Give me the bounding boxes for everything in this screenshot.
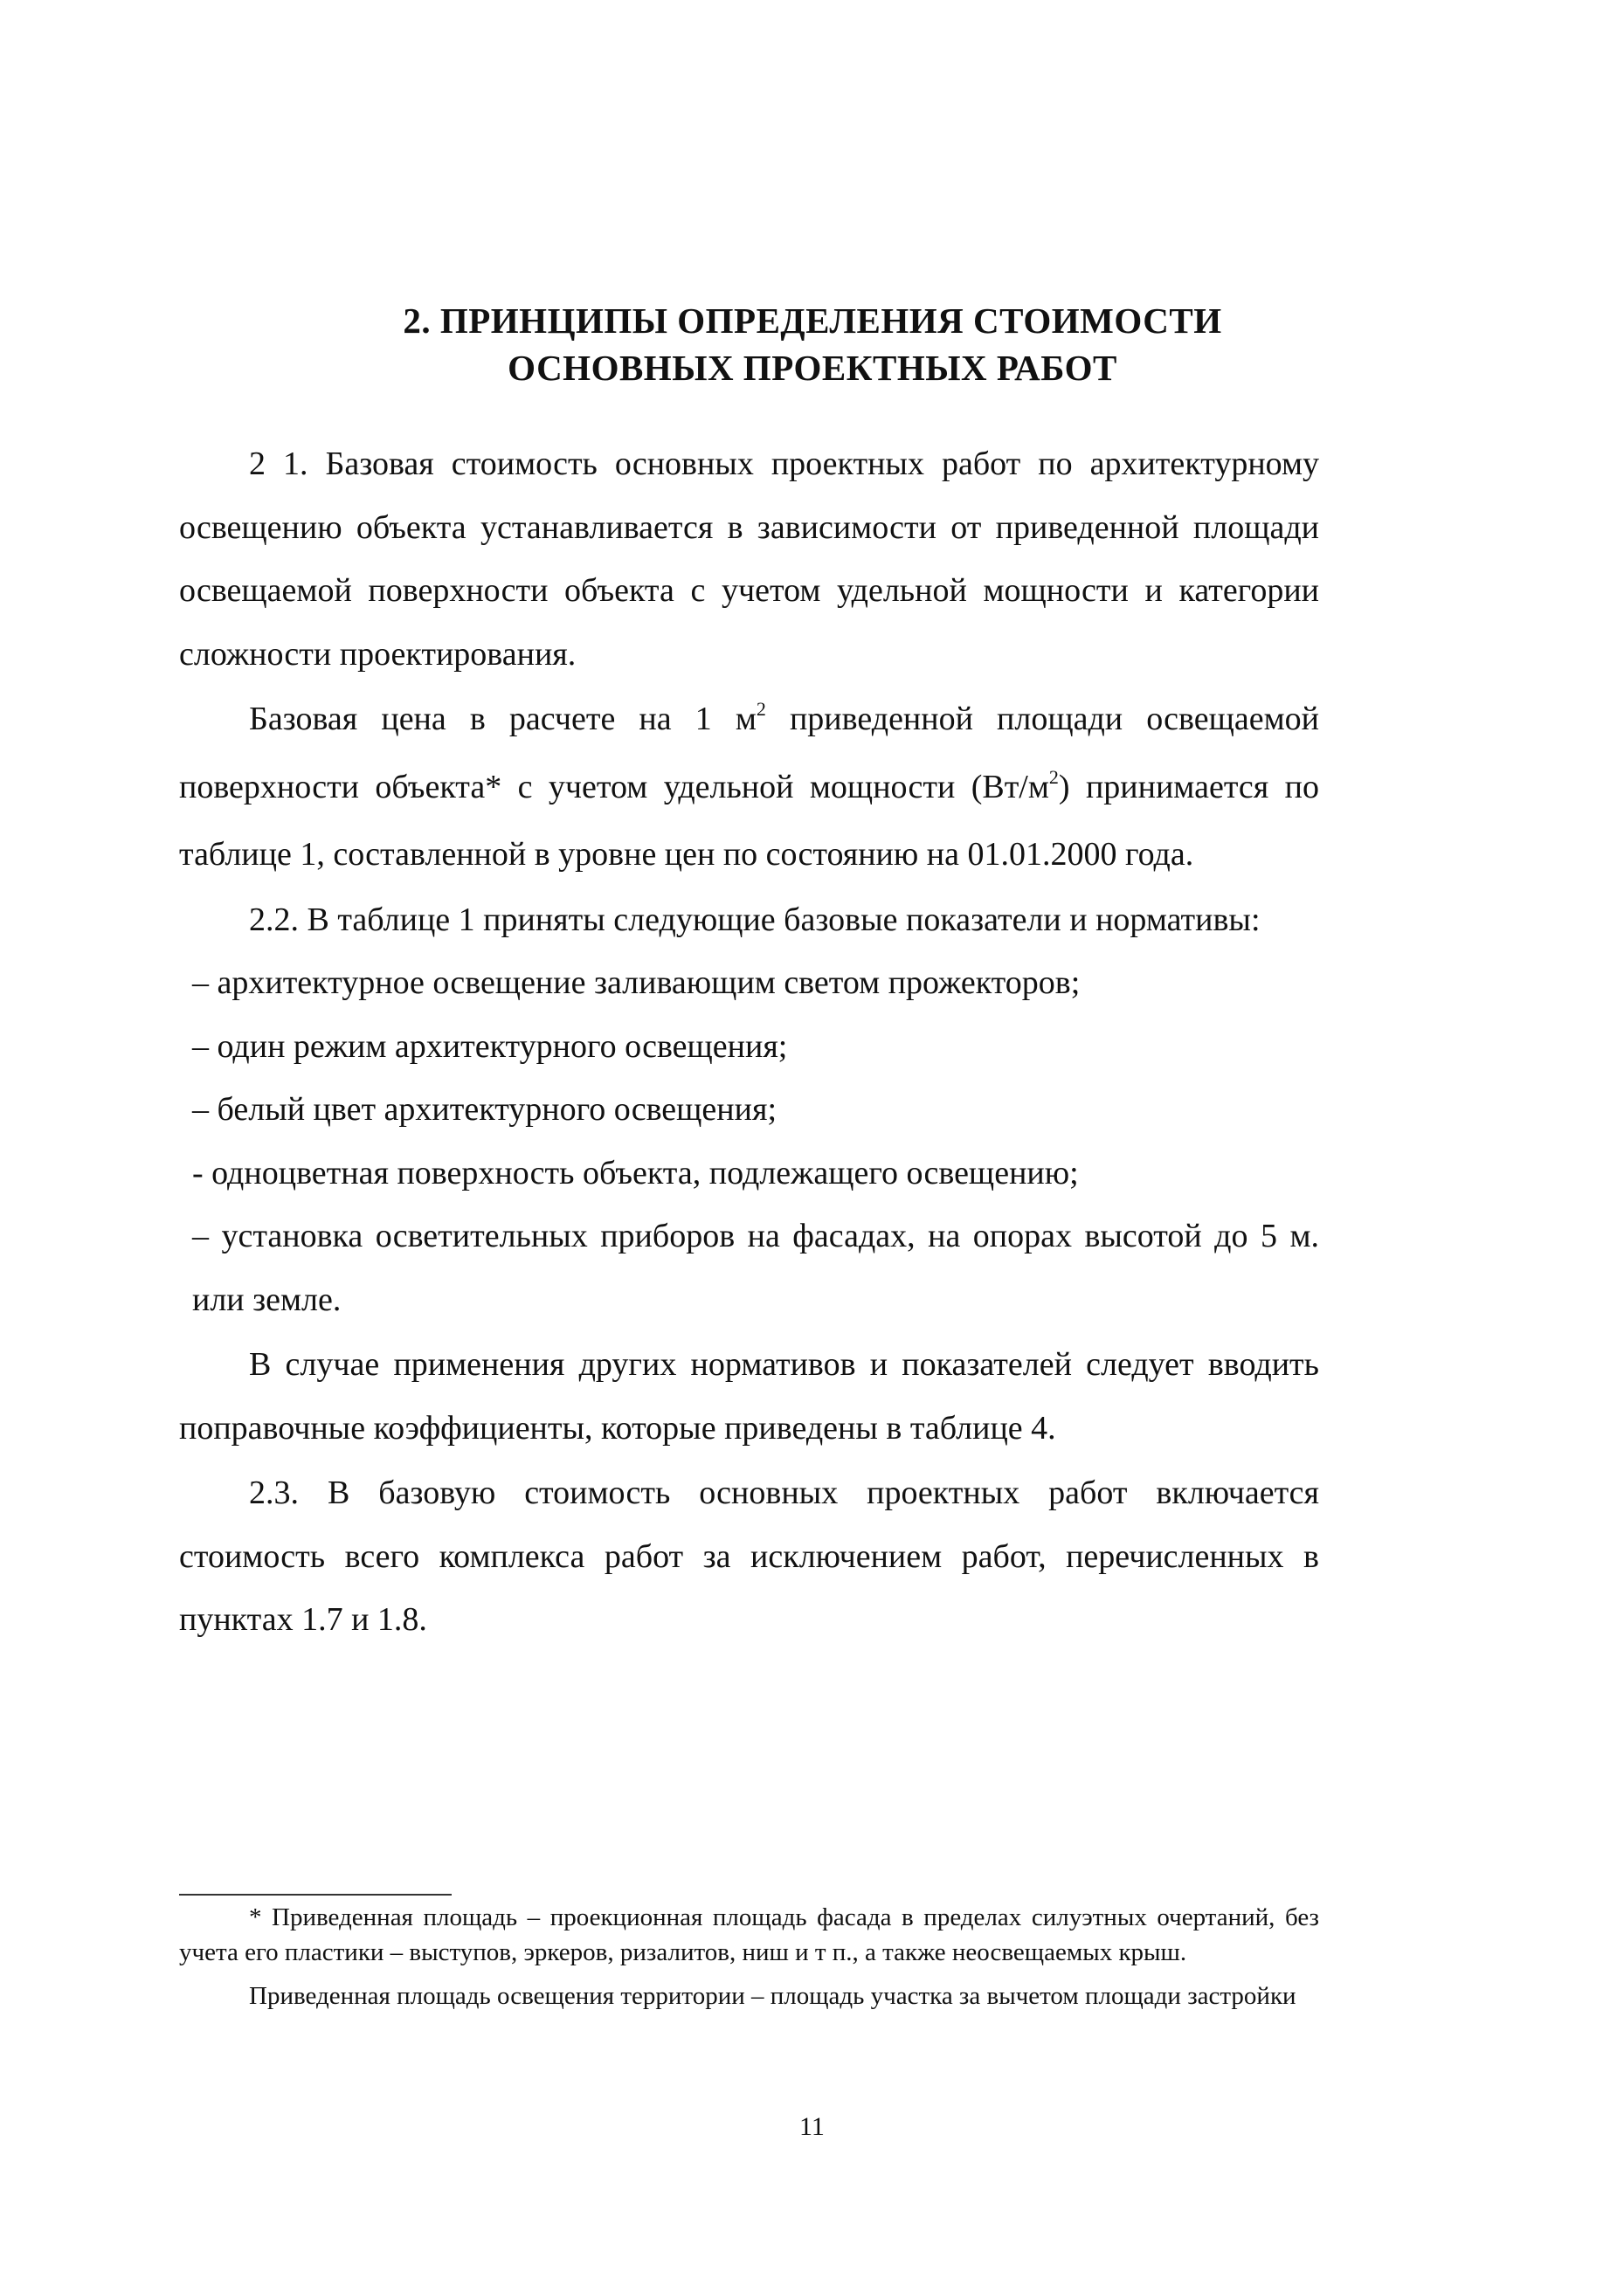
list-item: – архитектурное освещение заливающим светом прожекторов;	[192, 964, 1081, 1001]
footnote-territory-area: Приведенная площадь освещения территории – площадь участка за вычетом площади застройки	[249, 1982, 1296, 2010]
paragraph-correction-coefficients: В случае применения других нормативов и показателей следует вводить поправочные коэффициенты, которые приведены в таблице 4.	[179, 1346, 1319, 1447]
footnotes	[179, 1900, 1319, 2013]
page-number: 11	[799, 2112, 825, 2141]
paragraph-2-2: 2.2. В таблице 1 приняты следующие базовые показатели и нормативы:	[249, 901, 1261, 938]
footnote-divider	[179, 1894, 452, 1896]
superscript-squared-2: 2	[1048, 765, 1059, 788]
list-item: – белый цвет архитектурного освещения;	[192, 1091, 777, 1128]
body-text	[179, 432, 1319, 1652]
base-price-text-2: приведенной площади освещаемой поверхности объекта* с учетом удельной мощности (Вт/м	[179, 701, 1320, 805]
paragraph-2-1: 2 1. Базовая стоимость основных проектных работ по архитектурному освещению объекта устанавливается в зависимости от приведенной площади освещаемой поверхности объекта с учетом удельной мощности и категории сложности проектирования.	[179, 445, 1319, 673]
base-price-text-1: Базовая цена в расчете на 1 м	[249, 701, 757, 737]
list-item: – установка осветительных приборов на фасадах, на опорах высотой до 5 м. или земле.	[192, 1218, 1319, 1318]
section-heading-line-1: 2. ПРИНЦИПЫ ОПРЕДЕЛЕНИЯ СТОИМОСТИ	[403, 300, 1222, 341]
list-item: - одноцветная поверхность объекта, подлежащего освещению;	[192, 1154, 1079, 1191]
section-heading	[332, 297, 1293, 391]
footnote-reduced-area: * Приведенная площадь – проекционная площадь фасада в пределах силуэтных очертаний, без учета его пластики – выступов, эркеров, ризалитов, ниш и т п., а также неосвещаемых крыш.	[179, 1903, 1319, 1966]
paragraph-2-3: 2.3. В базовую стоимость основных проектных работ включается стоимость всего комплекса работ за исключением работ, перечисленных в пунктах 1.7 и 1.8.	[179, 1475, 1319, 1638]
paragraph-base-price	[179, 687, 1319, 887]
section-heading-line-2: ОСНОВНЫХ ПРОЕКТНЫХ РАБОТ	[508, 348, 1117, 388]
base-price-text-3: ) принимается по таблице 1, составленной в уровне цен по состоянию на 01.01.2000 года.	[179, 768, 1319, 873]
superscript-squared-1: 2	[756, 698, 766, 720]
list-item: – один режим архитектурного освещения;	[192, 1027, 788, 1065]
